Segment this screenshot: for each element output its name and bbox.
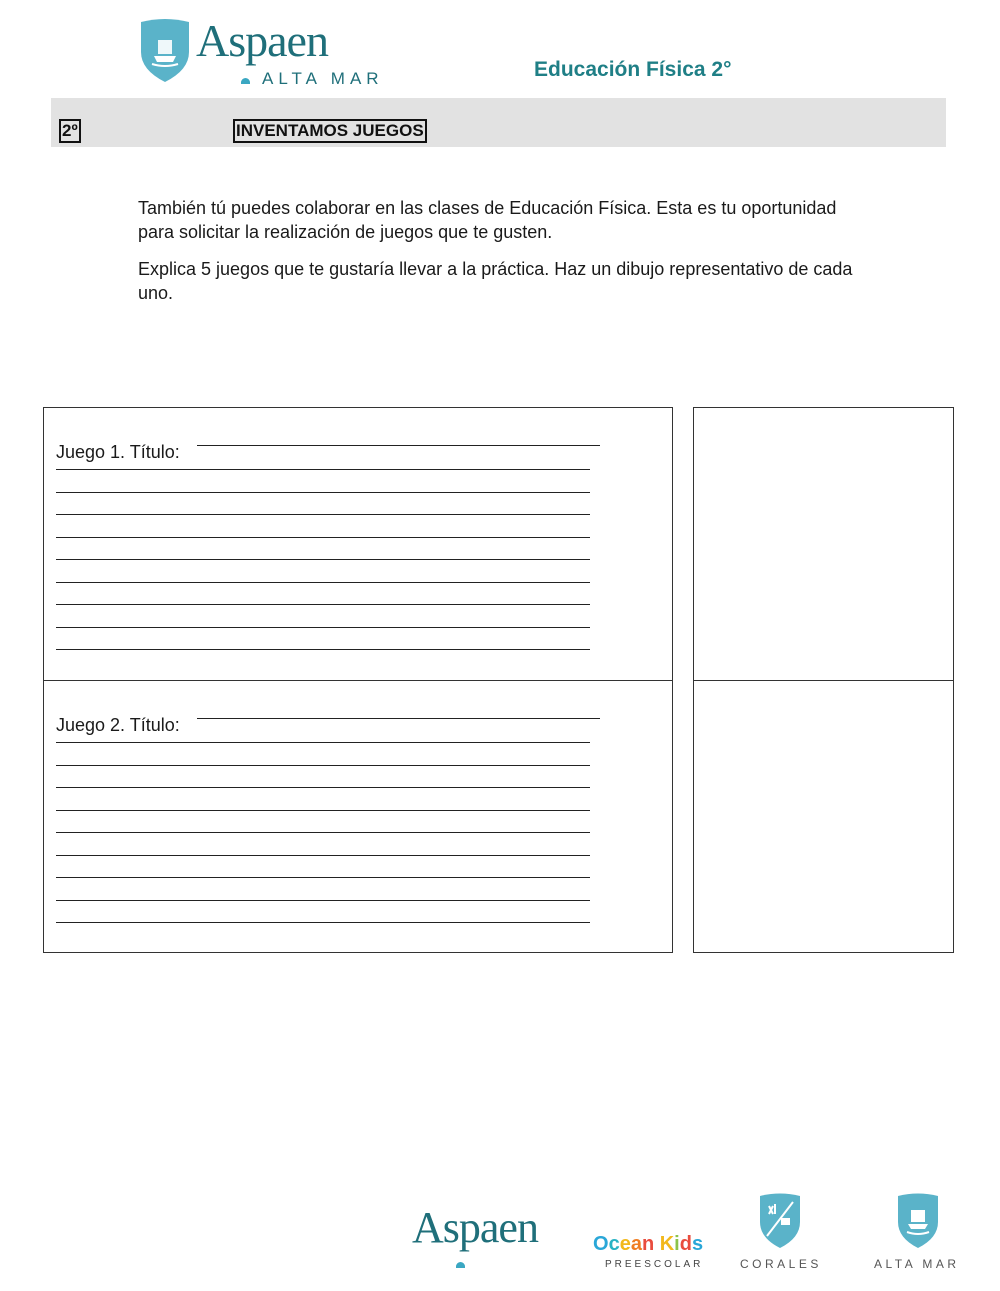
game-2-answer-line[interactable]	[56, 877, 590, 878]
game-1-answer-line[interactable]	[56, 649, 590, 650]
game-1-answer-line[interactable]	[56, 514, 590, 515]
game-1-answer-line[interactable]	[56, 537, 590, 538]
game-1-answer-line[interactable]	[56, 492, 590, 493]
game-2-answer-line[interactable]	[56, 922, 590, 923]
grade-label: 2º	[59, 119, 81, 143]
footer-corales-text: CORALES	[740, 1257, 822, 1271]
game-2-answer-line[interactable]	[56, 742, 590, 743]
footer-preescolar-text: PREESCOLAR	[605, 1259, 704, 1270]
game-2-answer-line[interactable]	[56, 900, 590, 901]
game-2-answer-line[interactable]	[56, 832, 590, 833]
footer-aspaen-dot	[456, 1262, 465, 1268]
game-1-answer-line[interactable]	[56, 559, 590, 560]
game-1-drawing-box[interactable]	[693, 407, 954, 681]
alta-mar-logo-text: ALTA MAR	[262, 69, 384, 88]
game-2-answer-line[interactable]	[56, 810, 590, 811]
title-bar	[51, 98, 946, 147]
instruction-paragraph-1: También tú puedes colaborar en las clases de Educación Física. Esta es tu oportunidad para solicitar la realización de juegos que te gusten.	[138, 198, 837, 242]
corales-shield-icon	[757, 1192, 803, 1250]
aspaen-logo-text: Aspaen	[196, 15, 328, 66]
footer-alta-mar-text: ALTA MAR	[874, 1257, 960, 1271]
game-1-answer-line[interactable]	[56, 469, 590, 470]
game-2-drawing-box[interactable]	[693, 680, 954, 953]
alta-mar-shield-icon	[895, 1192, 941, 1250]
game-1-text-box[interactable]	[43, 407, 673, 681]
game-1-title-field[interactable]	[197, 445, 600, 446]
game-1-title-label: Juego 1. Título:	[56, 442, 180, 462]
aspaen-shield-icon	[138, 18, 192, 84]
footer-ocean-kids-logo	[593, 1234, 703, 1254]
aspaen-logo-dot	[241, 78, 250, 84]
game-1-answer-line[interactable]	[56, 604, 590, 605]
subject-title: Educación Física 2°	[534, 58, 732, 81]
game-1-answer-line[interactable]	[56, 627, 590, 628]
game-2-text-box[interactable]	[43, 680, 673, 953]
game-2-answer-line[interactable]	[56, 765, 590, 766]
instruction-paragraph-2: Explica 5 juegos que te gustaría llevar a la práctica. Haz un dibujo representativo de cada uno.	[138, 259, 853, 303]
game-2-answer-line[interactable]	[56, 855, 590, 856]
worksheet-title: INVENTAMOS JUEGOS	[233, 119, 427, 143]
ocean-kids-text: Ocean Kids	[593, 1233, 704, 1255]
game-2-answer-line[interactable]	[56, 787, 590, 788]
game-2-title-field[interactable]	[197, 718, 600, 719]
footer-aspaen-logo: Aspaen	[412, 1203, 538, 1252]
game-2-title-label: Juego 2. Título:	[56, 715, 180, 735]
game-1-answer-line[interactable]	[56, 582, 590, 583]
